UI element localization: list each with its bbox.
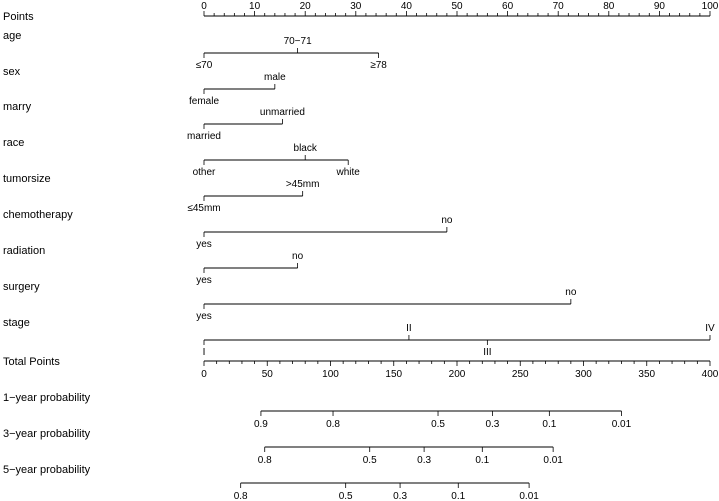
predictor-label-sex: sex	[3, 66, 21, 78]
predictor-level-radiation: no	[292, 251, 304, 262]
total_points_axis-tick-label: 200	[448, 369, 466, 380]
points_axis-tick-label: 30	[350, 1, 362, 12]
points_axis-tick-label: 70	[552, 1, 564, 12]
predictor-level-sex: female	[188, 96, 220, 107]
total_points_axis-label: Total Points	[3, 356, 60, 368]
predictor-label-age: age	[3, 30, 22, 42]
probability-tick-label: 0.5	[362, 455, 377, 466]
predictor-level-stage: III	[483, 347, 492, 358]
predictor-level-age: ≥78	[370, 60, 387, 71]
predictor-level-chemotherapy: no	[441, 215, 453, 226]
points_axis-tick-label: 40	[400, 1, 412, 12]
probability-tick-label: 0.8	[326, 419, 340, 430]
probability-tick-label: 0.01	[611, 419, 632, 430]
predictor-level-age: ≤70	[195, 60, 213, 71]
predictor-level-chemotherapy: yes	[196, 239, 212, 250]
probability-tick-label: 0.8	[233, 491, 248, 501]
total_points_axis-tick-label: 250	[511, 369, 529, 380]
predictor-label-chemotherapy: chemotherapy	[3, 209, 73, 221]
predictor-level-stage: II	[406, 323, 412, 334]
probability-tick-label: 0.8	[257, 455, 272, 466]
probability-tick-label: 0.01	[543, 455, 563, 466]
probability-axis-label: 5−year probability	[3, 464, 91, 476]
probability-tick-label: 0.5	[431, 419, 445, 430]
probability-tick-label: 0.9	[253, 419, 268, 430]
predictor-level-sex: male	[263, 72, 286, 83]
predictor-level-stage: I	[202, 347, 206, 358]
predictor-level-surgery: no	[565, 287, 577, 298]
probability-tick-label: 0.01	[519, 491, 539, 501]
predictor-level-race: white	[336, 167, 360, 178]
predictor-level-marry: unmarried	[259, 107, 305, 118]
probability-tick-label: 0.1	[475, 455, 490, 466]
predictor-level-radiation: yes	[196, 275, 212, 286]
points_axis-tick-label: 90	[653, 1, 665, 12]
total_points_axis-tick-label: 50	[261, 369, 273, 380]
predictor-level-tumorsize: >45mm	[285, 179, 320, 190]
probability-axis-label: 3−year probability	[3, 428, 91, 440]
points_axis-tick-label: 60	[502, 1, 514, 12]
predictor-label-stage: stage	[3, 317, 30, 329]
points_axis-tick-label: 100	[701, 1, 719, 12]
probability-tick-label: 0.3	[485, 419, 500, 430]
total_points_axis-tick-label: 400	[701, 369, 719, 380]
points_axis-tick-label: 80	[603, 1, 615, 12]
probability-tick-label: 0.3	[393, 491, 408, 501]
points_axis-tick-label: 0	[201, 1, 207, 12]
total_points_axis-tick-label: 350	[638, 369, 656, 380]
total_points_axis-tick-label: 0	[201, 369, 207, 380]
total_points_axis-tick-label: 100	[322, 369, 339, 380]
probability-tick-label: 0.1	[451, 491, 466, 501]
predictor-level-stage: IV	[705, 323, 715, 334]
predictor-level-race: other	[192, 167, 216, 178]
predictor-label-surgery: surgery	[3, 281, 40, 293]
points_axis-tick-label: 20	[299, 1, 311, 12]
predictor-level-marry: married	[187, 131, 221, 142]
total_points_axis-tick-label: 150	[385, 369, 403, 380]
predictor-level-tumorsize: ≤45mm	[187, 203, 221, 214]
predictor-label-tumorsize: tumorsize	[3, 173, 51, 185]
probability-tick-label: 0.1	[542, 419, 557, 430]
probability-tick-label: 0.3	[417, 455, 432, 466]
points_axis-label: Points	[3, 11, 34, 23]
predictor-label-race: race	[3, 137, 25, 149]
probability-axis-label: 1−year probability	[3, 392, 91, 404]
predictor-level-race: black	[293, 143, 317, 154]
predictor-label-marry: marry	[3, 101, 32, 113]
points_axis-tick-label: 50	[451, 1, 463, 12]
predictor-label-radiation: radiation	[3, 245, 46, 257]
predictor-level-age: 70−71	[283, 36, 312, 47]
total_points_axis-tick-label: 300	[575, 369, 592, 380]
points_axis-tick-label: 10	[249, 1, 261, 12]
probability-tick-label: 0.5	[338, 491, 353, 501]
predictor-level-surgery: yes	[196, 311, 212, 322]
